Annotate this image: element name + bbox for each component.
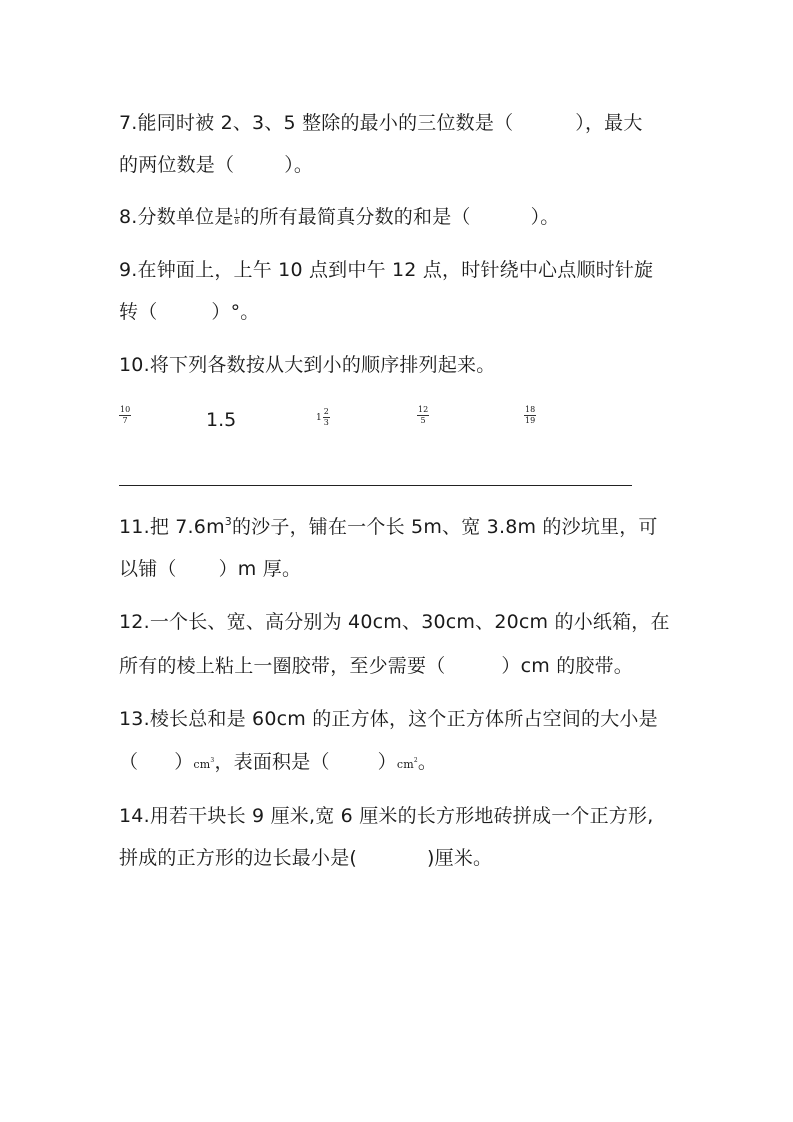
- q13-unit2-base: cm: [396, 758, 414, 771]
- question-11-line-2: [119, 557, 301, 581]
- q10-n5-numerator: 18: [525, 405, 536, 414]
- q11-text-b: 的沙子，铺在一个长 5m、宽 3.8m 的沙坑里，可: [231, 516, 658, 538]
- q12-text-2a: 所有的棱上粘上一圈胶带，至少需要（: [119, 655, 446, 677]
- q13-close-2: ）: [377, 751, 397, 773]
- q8-prefix: 8.分数单位是: [119, 206, 234, 228]
- question-9-line-2: [119, 300, 260, 324]
- q12-text-2b: ）cm 的胶带。: [501, 655, 634, 677]
- q10-n4-numerator: 12: [418, 405, 429, 414]
- question-9-line-1: [119, 258, 653, 282]
- q13-unit-area: [397, 758, 418, 771]
- q12-text-1: 12.一个长、宽、高分别为 40cm、30cm、20cm 的小纸箱，在: [119, 611, 670, 633]
- q10-n1-denominator: 7: [122, 416, 128, 425]
- q10-n3-whole: 1: [316, 412, 322, 423]
- q13-text-1: 13.棱长总和是 60cm 的正方体，这个正方体所占空间的大小是: [119, 708, 658, 730]
- question-12-line-2: [119, 654, 633, 678]
- q10-n3-fraction: [323, 408, 330, 427]
- q10-number-4: [417, 406, 429, 425]
- q7-text-b: ），最大: [575, 112, 643, 134]
- q7-text-c: 的两位数是（: [119, 154, 235, 176]
- q7-text-a: 7.能同时被 2、3、5 整除的最小的三位数是（: [119, 112, 514, 134]
- q13-unit-volume: [193, 758, 214, 771]
- q13-end: 。: [417, 751, 438, 773]
- q8-suffix: ）。: [530, 206, 560, 228]
- q8-middle: 的所有最简真分数的和是（: [240, 206, 471, 228]
- q13-unit2-sup: 2: [413, 757, 418, 764]
- q10-n5-denominator: 19: [525, 416, 536, 425]
- q10-text: 10.将下列各数按从大到小的顺序排列起来。: [119, 354, 496, 376]
- q10-n4-denominator: 5: [420, 416, 426, 425]
- question-12-line-1: [119, 610, 670, 634]
- q13-open-1: （: [119, 751, 139, 773]
- question-13-line-1: [119, 707, 658, 731]
- q13-unit1-base: cm: [193, 758, 211, 771]
- q9-text-1: 9.在钟面上，上午 10 点到中午 12 点，时针绕中心点顺时针旋: [119, 259, 654, 281]
- q9-text-2a: 转（: [119, 301, 158, 323]
- q13-close-1: ）: [174, 751, 194, 773]
- q9-text-2b: ）°。: [211, 301, 260, 323]
- question-7-line-2: [119, 153, 313, 177]
- question-8: [119, 205, 560, 229]
- q11-text-d: ）m 厚。: [218, 558, 302, 580]
- q10-number-2: 1.5: [206, 409, 237, 431]
- q10-n1-numerator: 10: [120, 405, 131, 414]
- q14-text-1: 14.用若干块长 9 厘米,宽 6 厘米的长方形地砖拼成一个正方形,: [119, 805, 654, 827]
- q11-superscript: 3: [224, 515, 232, 528]
- q13-text-2c: ，表面积是（: [214, 751, 330, 773]
- q10-n3-numerator: 2: [323, 407, 329, 416]
- question-13-line-2: [119, 750, 437, 777]
- q10-n3-denominator: 3: [323, 418, 329, 427]
- question-10: [119, 353, 495, 377]
- q10-number-1: [119, 406, 131, 425]
- question-7-line-1: [119, 111, 643, 135]
- q10-number-5: [524, 406, 536, 425]
- q8-fraction-numerator: 1: [234, 208, 240, 216]
- q11-text-c: 以铺（: [119, 558, 177, 580]
- q10-number-3: [316, 408, 330, 427]
- question-11-line-1: [119, 515, 658, 539]
- q14-text-2a: 拼成的正方形的边长最小是(: [119, 847, 358, 869]
- q13-unit1-sup: 3: [210, 757, 215, 764]
- question-14-line-2: [119, 846, 492, 870]
- question-14-line-1: [119, 804, 653, 828]
- q14-text-2b: )厘米。: [427, 847, 493, 869]
- q10-answer-line: [119, 485, 632, 486]
- q11-text-a: 11.把 7.6m: [119, 516, 225, 538]
- q7-text-d: ）。: [284, 154, 314, 176]
- q8-fraction-denominator: 8: [234, 218, 240, 226]
